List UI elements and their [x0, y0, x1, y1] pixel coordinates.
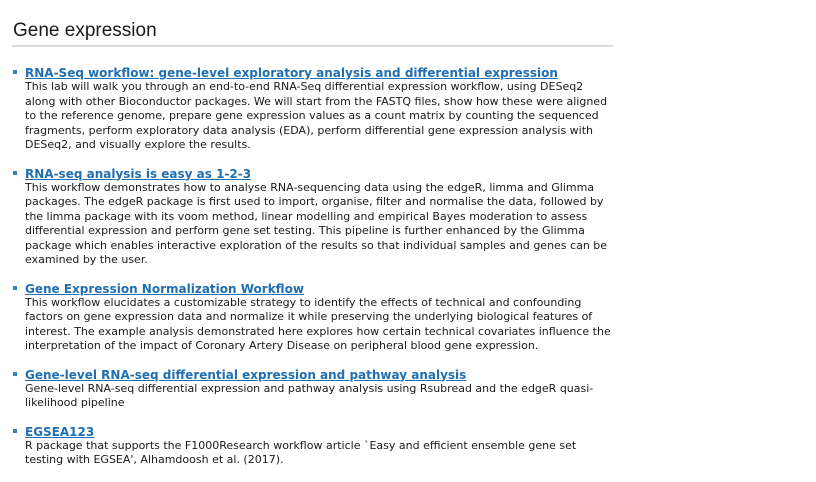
workflow-item	[0, 368, 640, 411]
workflow-item	[0, 167, 640, 268]
page-title: Gene expression	[13, 20, 157, 41]
workflow-item	[0, 425, 640, 468]
title-divider	[12, 45, 613, 47]
workflow-description: Gene-level RNA-seq differential expression and pathway analysis using Rsubread and the edgeR quasi-likelihood pipeline	[25, 381, 594, 409]
workflow-link-egsea123[interactable]: EGSEA123	[25, 424, 95, 439]
workflow-description: This lab will walk you through an end-to-end RNA-Seq differential expression workflow, using DESeq2 along with other Bioconductor packages. We will start from the FASTQ files, show how these were aligned to the reference genome, prepare gene expression values as a count matrix by counting the sequenced fragments, perform exploratory data analysis (EDA), perform differential gene expression analysis with DESeq2, and visually explore the results.	[25, 80, 608, 151]
bullet-icon	[13, 286, 17, 290]
workflow-item	[0, 66, 640, 153]
workflow-description: R package that supports the F1000Research workflow article `Easy and efficient ensemble gene set testing with EGSEA', Alhamdoosh et al. (2017).	[25, 438, 577, 466]
bullet-icon	[13, 429, 17, 433]
workflow-link-rnaseq-gene-level[interactable]: RNA-Seq workflow: gene-level exploratory analysis and differential expression	[25, 66, 558, 80]
workflow-list	[0, 66, 640, 482]
workflow-link-rnaseq-123[interactable]: RNA-seq analysis is easy as 1-2-3	[25, 166, 252, 181]
bullet-icon	[13, 372, 17, 376]
workflow-link-pathway-analysis[interactable]: Gene-level RNA-seq differential expression and pathway analysis	[25, 367, 467, 382]
bullet-icon	[13, 171, 17, 175]
bullet-icon	[13, 70, 17, 74]
workflow-description: This workflow elucidates a customizable strategy to identify the effects of technical and confounding factors on gene expression data and normalize it while preserving the underlying biological features of interest. The example analysis demonstrated here explores how certain technical covariates influence the interpretation of the impact of Coronary Artery Disease on peripheral blood gene expression.	[25, 295, 611, 352]
workflow-link-normalization[interactable]: Gene Expression Normalization Workflow	[25, 281, 304, 296]
workflow-description: This workflow demonstrates how to analyse RNA-sequencing data using the edgeR, limma and Glimma packages. The edgeR package is first used to import, organise, filter and normalise the data, followed by the limma package with its voom method, linear modelling and empirical Bayes moderation to assess differential expression and perform gene set testing. This pipeline is further enhanced by the Glimma package which enables interactive exploration of the results so that individual samples and genes can be examined by the user.	[25, 180, 608, 266]
workflow-item	[0, 282, 640, 354]
